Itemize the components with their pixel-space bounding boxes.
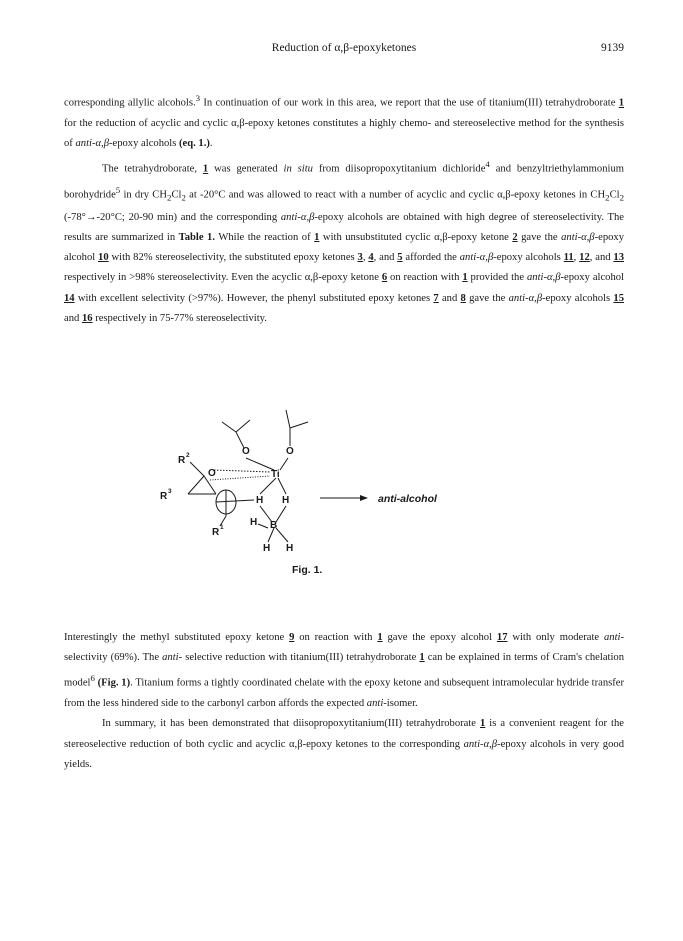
equation-ref[interactable]: (eq. 1.) xyxy=(179,137,210,149)
svg-text:1: 1 xyxy=(220,524,224,531)
paragraph-2: The tetrahydroborate, 1 was generated in situ from diisopropoxytitanium dichloride$^4$ and benzyltriethylammonium borohydride$^5$ in dry $CH_2Cl_2$ at -20°C and was allowed to react with a number of acyclic and cyclic α,β-epoxy ketones in $CH_2Cl_2$ (-78°→-20°C; 20-90 min) and the corresponding anti-α,β-epoxy alcohols are obtained with high degree of stereoselectivity. The results are summarized in Table 1. While the reaction of 1 with unsubstituted cyclic α,β-epoxy ketone 2 gave the anti-α,β-epoxy alcohol 10 with 82% stereoselectivity, the substituted epoxy ketones 3, 4, and 5 afforded the anti-α,β-epoxy alcohols 11, 12, and 13 respectively in >98% stereoselectivity. Even the acyclic α,β-epoxy ketone 6 on reaction with 1 provided the anti-α,β-epoxy alcohol 14 with excellent selectivity (>97%). However, the phenyl substituted epoxy ketones 7 and 8 gave the anti-α,β-epoxy alcohols 15 and 16 respectively in 75-77% stereoselectivity. xyxy=(64,159,625,324)
text-block-lower xyxy=(64,628,624,775)
atom-o-left: O xyxy=(242,446,250,457)
chelate-structure-diagram xyxy=(150,398,470,588)
atom-o-right: O xyxy=(286,446,294,457)
atom-h-4: H xyxy=(263,543,271,554)
compound-1: 1 xyxy=(618,97,625,109)
atom-h-1: H xyxy=(256,495,264,506)
reference-4[interactable]: 4 xyxy=(485,159,490,170)
atom-b: B xyxy=(270,520,278,531)
atom-r3: R xyxy=(160,491,168,502)
atom-o-chelate: O xyxy=(208,468,216,479)
svg-text:2: 2 xyxy=(186,452,190,459)
page-number: 9139 xyxy=(601,42,624,54)
table-ref[interactable]: Table 1. xyxy=(178,231,216,243)
svg-text:3: 3 xyxy=(168,488,172,495)
atom-r2: R xyxy=(178,455,186,466)
reference-6[interactable]: 6 xyxy=(90,673,95,684)
atom-ti: Ti xyxy=(271,469,280,480)
product-label: anti-alcohol xyxy=(378,493,437,505)
atom-h-2: H xyxy=(282,495,290,506)
atom-h-3: H xyxy=(250,517,258,528)
paragraph-1: corresponding allylic alcohols.$^3$ In continuation of our work in this area, we report that the use of titanium(III) tetrahydroborate 1 for the reduction of acyclic and cyclic α,β-epoxy ketones constitutes a highly chemo- and stereoselective method for the synthesis of anti-α,β-epoxy alcohols (eq. 1.). xyxy=(64,93,625,149)
paragraph-4: In summary, it has been demonstrated that diisopropoxytitanium(III) tetrahydroborate 1 is a convenient reagent for the stereoselective reduction of both cyclic and acyclic α,β-epoxy ketones to the corresponding anti-α,β-epoxy alcohols in very good yields. xyxy=(64,718,625,770)
text-block-upper xyxy=(64,88,624,329)
figure-caption: Fig. 1. xyxy=(292,564,323,576)
running-title: Reduction of α,β-epoxyketones xyxy=(271,42,417,54)
atom-r1: R xyxy=(212,527,220,538)
figure-1-chelation-model xyxy=(150,398,470,588)
paragraph-3: Interestingly the methyl substituted epoxy ketone 9 on reaction with 1 gave the epoxy alcohol 17 with only moderate anti- selectivity (69%). The anti- selective reduction with titanium(III) tetrahydroborate 1 can be explained in terms of Cram's chelation model$^6$ (Fig. 1). Titanium forms a tightly coordinated chelate with the epoxy ketone and subsequent intramolecular hydride transfer from the less hindered side to the carbonyl carbon affords the expected anti-isomer. xyxy=(64,632,625,710)
figure-ref[interactable]: (Fig. 1) xyxy=(97,677,131,689)
reaction-arrow-head xyxy=(360,495,368,501)
atom-h-5: H xyxy=(286,543,294,554)
running-header xyxy=(64,42,624,58)
reference-3[interactable]: 3 xyxy=(195,93,201,103)
reference-5[interactable]: 5 xyxy=(115,184,121,195)
